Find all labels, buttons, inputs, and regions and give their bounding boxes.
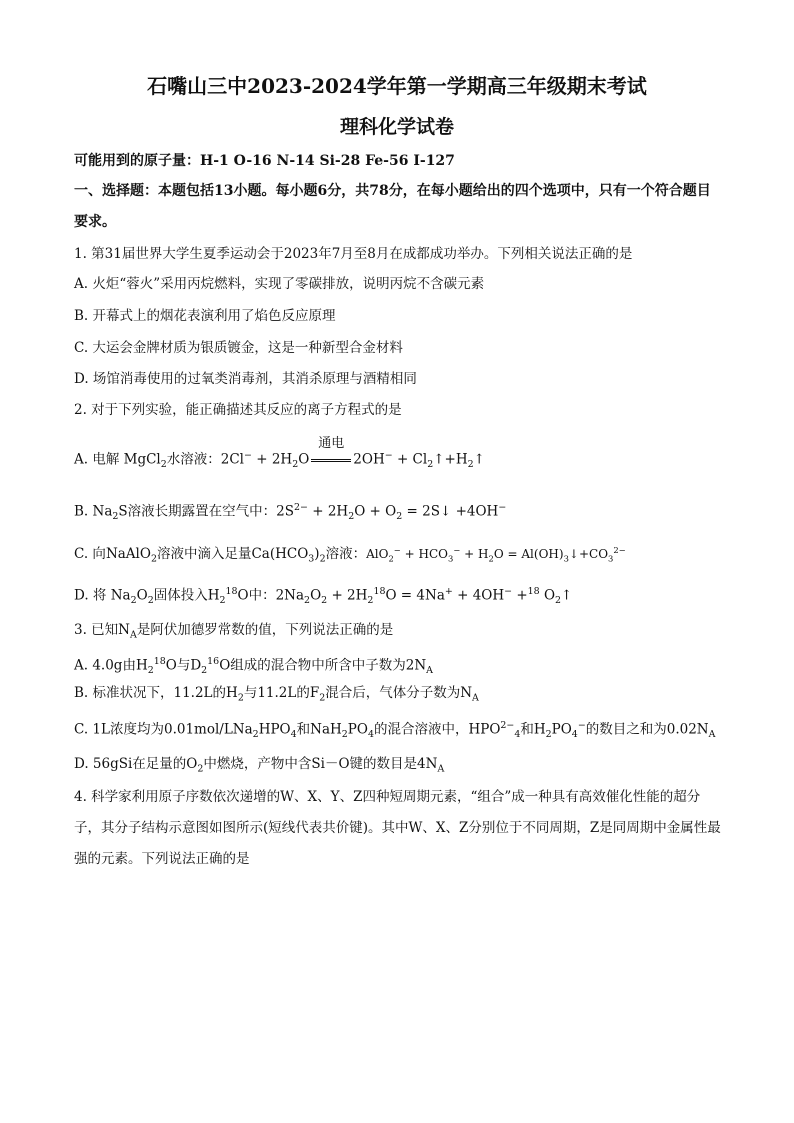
q1-option-b: B. 开幕式上的烟花表演利用了焰色反应原理: [74, 308, 336, 324]
q3-option-a: A. 4.0g由$H_2^{18}O$与$D_2^{16}O$组成的混合物中所含中子数为$2N_A$: [74, 656, 433, 677]
q3-option-b: B. 标准状况下，11.2L的$H_2$与11.2L的$F_2$混合后，气体分子数为$N_A$: [74, 685, 479, 704]
exam-title: 石嘴山三中2023-2024学年第一学期高三年级期末考试: [147, 74, 647, 98]
q1-stem: 1. 第31届世界大学生夏季运动会于2023年7月至8月在成都成功举办。下列相关说法正确的是: [74, 246, 633, 262]
q2-option-d: D. 将 $Na_2O_2$固体投入$H_2^{18}O$中：$2Na_2O_2 + 2H_2^{18}O = 4Na^+ + 4OH^- +^{18}$ $O_2↑$: [74, 586, 573, 607]
q1-option-a: A. 火炬“蓉火”采用丙烷燃料，实现了零碳排放，说明丙烷不含碳元素: [74, 276, 485, 292]
q2-option-b: B. $Na_2S$溶液长期露置在空气中：$2S^{2-} + 2H_2O + O_2$ = 2S↓ +4OH−: [74, 502, 507, 523]
exam-subtitle: 理科化学试卷: [339, 116, 454, 138]
atomic-masses: 可能用到的原子量：H-1 O-16 N-14 Si-28 Fe-56 I-127: [74, 153, 455, 169]
q2-stem: 2. 对于下列实验，能正确描述其反应的离子方程式的是: [74, 402, 402, 418]
section-heading: 一、选择题：本题包括13小题。每小题6分，共78分，在每小题给出的四个选项中，只有一个符合题目要求。: [74, 183, 711, 230]
q2-option-a: A. 电解 MgCl$_2$水溶液：$2Cl^- + 2H_2O$ 通电 $2OH^- + Cl_2↑+H_2↑$: [74, 435, 485, 471]
q4-stem: 4. 科学家利用原子序数依次递增的W、X、Y、Z四种短周期元素，“组合”成一种具有高效催化性能的超分子，其分子结构示意图如图所示(短线代表共价键)。其中W、X、Z分别位于不同周期，Z是同周期中金属性最强的元素。下列说法正确的是: [74, 789, 721, 867]
q1-option-d: D. 场馆消毒使用的过氧类消毒剂，其消杀原理与酒精相同: [74, 371, 417, 387]
q2-option-c: C. 向NaAlO$_2$溶液中滴入足量$Ca(HCO_3)_2$溶液：$AlO_2^- + HCO_3^- + H_2O$ = $Al(OH)_3↓+CO_3^{2-}$: [74, 545, 626, 565]
q3-option-c: C. 1L浓度均为$0.01mol/LNa_2HPO_4$和$NaH_2PO_4$的混合溶液中，$HPO^{2-}_4$和$H_2PO_4^-$的数目之和为$0.02N_A$: [74, 720, 716, 741]
q3-option-d: D. 56gSi在足量的$O_2$中燃烧，产物中含Si－O键的数目是$4N_A$: [74, 756, 445, 775]
q1-option-c: C. 大运会金牌材质为银质镀金，这是一种新型合金材料: [74, 340, 403, 356]
q3-stem: 3. 已知$N_A$是阿伏加德罗常数的值，下列说法正确的是: [74, 622, 394, 641]
